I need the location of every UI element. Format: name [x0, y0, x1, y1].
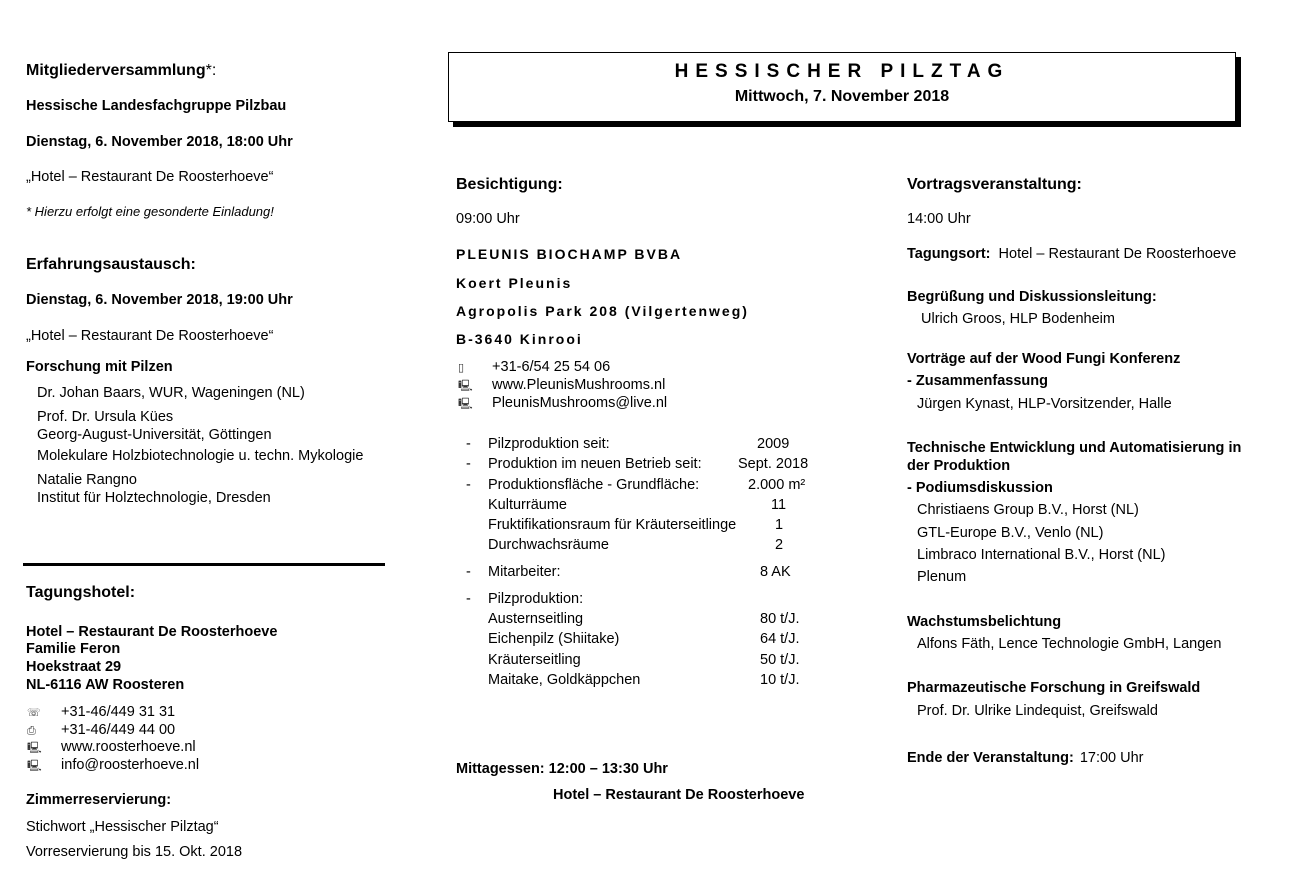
talks-heading: Vortragsveranstaltung:	[907, 176, 1082, 193]
visit-contact-web[interactable]: 🖳 www.PleunisMushrooms.nl	[458, 377, 665, 396]
tech-person: GTL-Europe B.V., Venlo (NL)	[917, 525, 1104, 541]
fact-label: Kulturräume	[488, 497, 567, 513]
computer-icon: 🖳	[27, 742, 42, 754]
fact-dash: -	[466, 436, 471, 452]
visit-time: 09:00 Uhr	[456, 211, 520, 227]
th-address-line: NL-6116 AW Roosteren	[26, 677, 185, 693]
zr-heading: Zimmerreservierung:	[26, 792, 172, 808]
computer-icon: 🖳	[458, 398, 473, 410]
fact-value: 11	[771, 497, 787, 513]
fact-value: 2009	[757, 436, 790, 452]
fact-label: Maitake, Goldkäppchen	[488, 672, 641, 688]
fact-value: 64 t/J.	[760, 631, 800, 647]
visit-street: Agropolis Park 208 (Vilgertenweg)	[456, 303, 749, 319]
fp-heading: Forschung mit Pilzen	[26, 359, 173, 375]
fact-label: Pilzproduktion seit:	[488, 436, 610, 452]
mobile-phone-icon: ▯	[458, 362, 465, 374]
fact-dash: -	[466, 456, 471, 472]
fact-label: Pilzproduktion:	[488, 591, 584, 607]
fp-line: Georg-August-Universität, Göttingen	[37, 427, 272, 443]
ea-place: „Hotel – Restaurant De Roosterhoeve“	[26, 328, 274, 344]
tech-heading-2: der Produktion	[907, 458, 1011, 474]
fp-line: Prof. Dr. Ursula Kües	[37, 409, 174, 425]
phone-icon: ☏	[27, 707, 41, 719]
tech-person: Christiaens Group B.V., Horst (NL)	[917, 502, 1139, 518]
zr-deadline: Vorreservierung bis 15. Okt. 2018	[26, 844, 243, 860]
talks-time: 14:00 Uhr	[907, 211, 971, 227]
growth-heading: Wachstumsbelichtung	[907, 614, 1062, 630]
fp-line: Molekulare Holzbiotechnologie u. techn. Mykologie	[37, 448, 364, 464]
welcome-heading: Begrüßung und Diskussionsleitung:	[907, 289, 1157, 305]
th-contact-fax: ⎙ +31-46/449 44 00	[27, 722, 176, 738]
fact-label: Fruktifikationsraum für Kräuterseitlinge	[488, 517, 737, 533]
fact-value: 80 t/J.	[760, 611, 800, 627]
visit-contact-email[interactable]: 🖳 PleunisMushrooms@live.nl	[458, 395, 667, 414]
visit-city: B-3640 Kinrooi	[456, 331, 583, 347]
fact-value: 8 AK	[760, 564, 791, 580]
th-contact-phone: ☏ +31-46/449 31 31	[27, 704, 176, 720]
tech-person: Limbraco International B.V., Horst (NL)	[917, 547, 1166, 563]
wood-heading: Vorträge auf der Wood Fungi Konferenz	[907, 351, 1181, 367]
wood-sub: - Zusammenfassung	[907, 373, 1048, 389]
visit-person: Koert Pleunis	[456, 275, 573, 291]
pharma-heading: Pharmazeutische Forschung in Greifswald	[907, 680, 1201, 696]
fact-value: 2.000 m²	[748, 477, 806, 493]
fact-dash: -	[466, 591, 471, 607]
mv-date: Dienstag, 6. November 2018, 18:00 Uhr	[26, 134, 293, 150]
fact-value: 1	[775, 517, 784, 533]
end-line: Ende der Veranstaltung: 17:00 Uhr	[907, 750, 1144, 766]
fact-label: Eichenpilz (Shiitake)	[488, 631, 620, 647]
growth-person: Alfons Fäth, Lence Technologie GmbH, Langen	[917, 636, 1222, 652]
fact-label: Durchwachsräume	[488, 537, 609, 553]
fp-line: Institut für Holztechnologie, Dresden	[37, 490, 271, 506]
th-contact-web[interactable]: 🖳 www.roosterhoeve.nl	[27, 739, 196, 758]
fact-dash: -	[466, 477, 471, 493]
tech-sub: - Podiumsdiskussion	[907, 480, 1053, 496]
pharma-person: Prof. Dr. Ulrike Lindequist, Greifswald	[917, 703, 1158, 719]
talks-venue: Tagungsort: Hotel – Restaurant De Roosterhoeve	[907, 246, 1237, 262]
computer-icon: 🖳	[458, 380, 473, 392]
th-contact-email[interactable]: 🖳 info@roosterhoeve.nl	[27, 757, 199, 776]
fact-label: Mitarbeiter:	[488, 564, 561, 580]
wood-person: Jürgen Kynast, HLP-Vorsitzender, Halle	[917, 396, 1172, 412]
visit-heading: Besichtigung:	[456, 176, 563, 193]
computer-icon: 🖳	[27, 760, 42, 772]
page-date: Mittwoch, 7. November 2018	[734, 88, 950, 105]
mv-place: „Hotel – Restaurant De Roosterhoeve“	[26, 169, 274, 185]
visit-contact-mobile: ▯ +31-6/54 25 54 06	[458, 359, 611, 375]
th-address-line: Hoekstraat 29	[26, 659, 122, 675]
page-title: HESSISCHER PILZTAG	[674, 61, 1010, 82]
welcome-person: Ulrich Groos, HLP Bodenheim	[921, 311, 1115, 327]
th-address-line: Familie Feron	[26, 641, 121, 657]
tech-person: Plenum	[917, 569, 967, 585]
th-heading: Tagungshotel:	[26, 584, 136, 601]
tech-heading-1: Technische Entwicklung und Automatisierung in	[907, 440, 1242, 456]
fp-line: Dr. Johan Baars, WUR, Wageningen (NL)	[37, 385, 305, 401]
fact-value: 10 t/J.	[760, 672, 800, 688]
fact-dash: -	[466, 564, 471, 580]
ea-date: Dienstag, 6. November 2018, 19:00 Uhr	[26, 292, 293, 308]
zr-keyword: Stichwort „Hessischer Pilztag“	[26, 819, 219, 835]
fact-value: 50 t/J.	[760, 652, 800, 668]
mv-org: Hessische Landesfachgruppe Pilzbau	[26, 98, 287, 114]
section-divider	[23, 563, 385, 566]
lunch-time: Mittagessen: 12:00 – 13:30 Uhr	[456, 761, 668, 777]
th-address-line: Hotel – Restaurant De Roosterhoeve	[26, 624, 278, 640]
fact-label: Austernseitling	[488, 611, 584, 627]
fact-value: 2	[775, 537, 784, 553]
fp-line: Natalie Rangno	[37, 472, 137, 488]
visit-company: PLEUNIS BIOCHAMP BVBA	[456, 246, 683, 262]
lunch-place: Hotel – Restaurant De Roosterhoeve	[553, 787, 805, 803]
fact-value: Sept. 2018	[738, 456, 809, 472]
mv-heading: Mitgliederversammlung*:	[26, 62, 217, 79]
ea-heading: Erfahrungsaustausch:	[26, 256, 196, 273]
mv-note: * Hierzu erfolgt eine gesonderte Einladung!	[26, 204, 274, 219]
fact-label: Produktion im neuen Betrieb seit:	[488, 456, 702, 472]
fact-label: Kräuterseitling	[488, 652, 581, 668]
fact-label: Produktionsfläche - Grundfläche:	[488, 477, 700, 493]
fax-icon: ⎙	[27, 725, 36, 737]
title-box	[448, 52, 1236, 122]
